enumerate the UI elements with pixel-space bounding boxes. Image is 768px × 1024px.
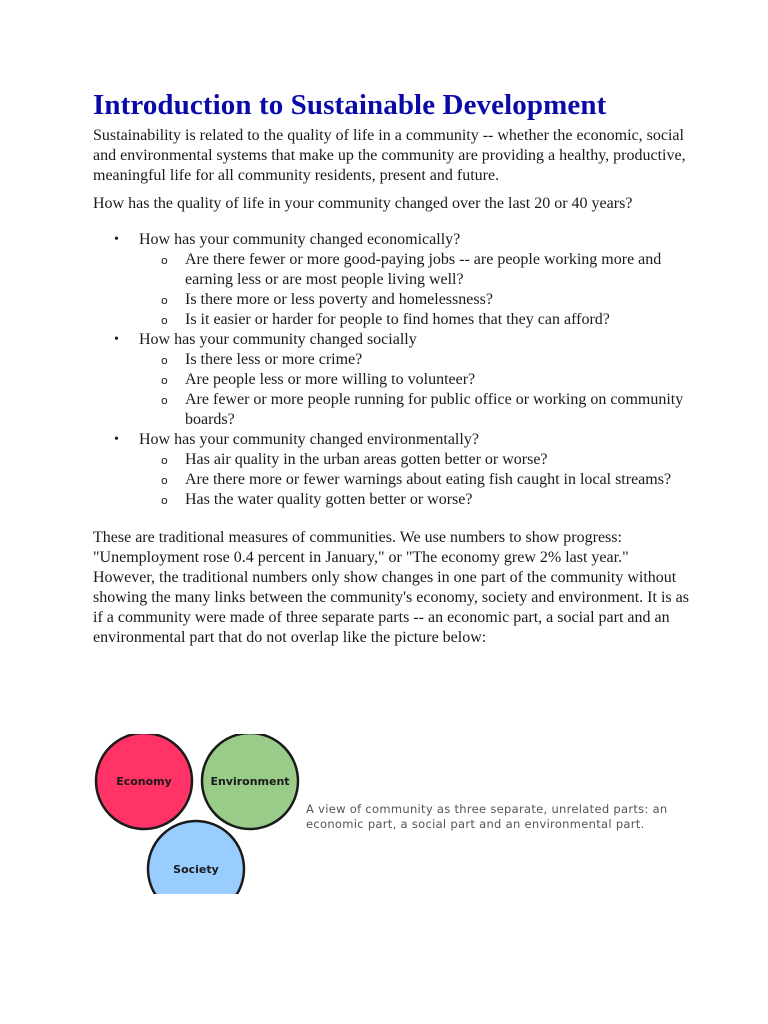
- question-list: [93, 230, 693, 510]
- figure-caption: A view of community as three separate, unrelated parts: an economic part, a social part and an environmental part.: [306, 802, 668, 831]
- measures-paragraph: These are traditional measures of communities. We use numbers to show progress: "Unemployment rose 0.4 percent in January," or "The economy grew 2% last year." However, the traditional numbers only show changes in one part of the community without showing the many links between the community's economy, society and environment. It is as if a community were made of three separate parts -- an economic part, a social part and an environmental part that do not overlap like the picture below:: [93, 529, 689, 646]
- sub-list-item: o Are there more or fewer warnings about eating fish caught in local streams?: [139, 470, 693, 490]
- sub-list-item: o Has air quality in the urban areas gotten better or worse?: [139, 450, 693, 470]
- sub-bullet-icon: o: [161, 294, 168, 307]
- society-circle: [148, 821, 244, 894]
- list-item-social: [93, 330, 693, 430]
- sub-list-item: o Are people less or more willing to volunteer?: [139, 370, 693, 390]
- section-label: How has your community changed socially: [139, 331, 417, 348]
- circles-diagram: [93, 734, 308, 894]
- list-item-economic: [93, 230, 693, 330]
- sub-list-item: o Are there fewer or more good-paying jobs -- are people working more and earning less or are most people living well?: [161, 251, 662, 288]
- bullet-icon: •: [114, 232, 119, 247]
- sub-bullet-icon: o: [161, 394, 168, 407]
- sub-list-item: o Is there more or less poverty and homelessness?: [139, 290, 693, 310]
- economy-label: Economy: [116, 775, 172, 788]
- section-label: How has your community changed economically?: [139, 231, 461, 248]
- sub-bullet-icon: o: [161, 474, 168, 487]
- sub-bullet-icon: o: [161, 354, 168, 367]
- section-label: How has your community changed environmentally?: [139, 431, 479, 448]
- page-title: Introduction to Sustainable Development: [93, 89, 607, 121]
- sub-bullet-icon: o: [161, 254, 168, 267]
- sub-list-item: o Are fewer or more people running for public office or working on community boards?: [161, 391, 684, 428]
- sub-bullet-icon: o: [161, 374, 168, 387]
- sub-list-item: o Has the water quality gotten better or worse?: [139, 490, 693, 510]
- sub-list: [139, 450, 693, 510]
- sub-list-item: o Is it easier or harder for people to find homes that they can afford?: [139, 310, 693, 330]
- question-paragraph: How has the quality of life in your community changed over the last 20 or 40 years?: [93, 195, 633, 212]
- society-label: Society: [173, 863, 219, 876]
- sub-bullet-icon: o: [161, 314, 168, 327]
- list-item-environmental: [93, 430, 693, 510]
- three-circles-figure: [93, 734, 673, 894]
- sub-bullet-icon: o: [161, 494, 168, 507]
- bullet-icon: •: [114, 332, 119, 347]
- bullet-icon: •: [114, 432, 119, 447]
- sub-bullet-icon: o: [161, 454, 168, 467]
- sub-list-item: o Is there less or more crime?: [139, 350, 693, 370]
- intro-paragraph: Sustainability is related to the quality of life in a community -- whether the economic, social and environmental systems that make up the community are providing a healthy, productive, meaningful life for all community residents, present and future.: [93, 127, 686, 184]
- environment-label: Environment: [210, 775, 290, 788]
- sub-list: [139, 350, 693, 430]
- sub-list: [139, 250, 693, 330]
- document-page: [93, 88, 693, 656]
